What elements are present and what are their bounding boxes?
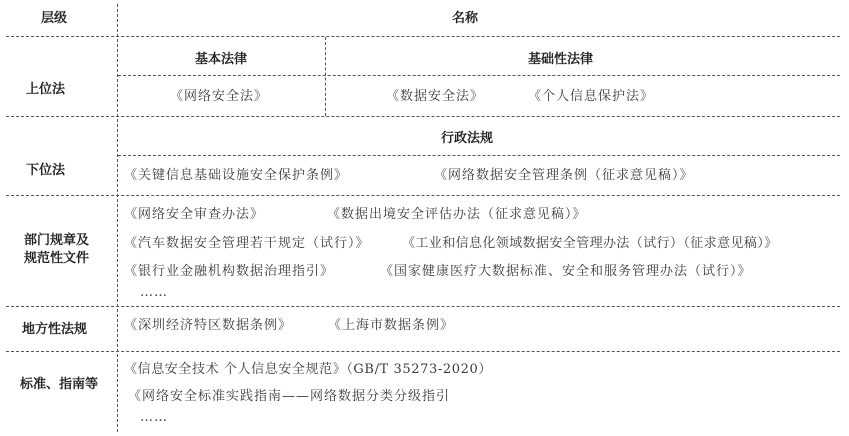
local-bottom-line — [6, 351, 840, 352]
foundational-law-heading: 基础性法律 — [528, 52, 594, 67]
law-item: 《国家健康医疗大数据标准、安全和服务管理办法（试行）》 — [380, 264, 752, 279]
law-item: 《关键信息基础设施安全保护条例》 — [124, 168, 349, 183]
law-item: 《网络安全审查办法》 — [124, 207, 265, 222]
law-item: 《数据出境安全评估办法（征求意见稿）》 — [327, 207, 587, 222]
upper-level-label: 上位法 — [26, 82, 66, 97]
upper-bottom-line — [6, 116, 840, 117]
law-item: 《深圳经济特区数据条例》 — [124, 318, 293, 333]
dept-level-label-line1: 部门规章及 — [24, 233, 90, 248]
law-item: 《上海市数据条例》 — [328, 318, 455, 333]
basic-law-heading: 基本法律 — [195, 52, 248, 67]
lower-level-label: 下位法 — [26, 163, 66, 178]
law-item: 《网络数据安全管理条例（征求意见稿）》 — [434, 168, 694, 183]
lower-bottom-line — [6, 195, 840, 196]
law-item: 《网络安全法》 — [170, 89, 269, 104]
admin-regulation-heading: 行政法规 — [441, 131, 494, 146]
law-item: 《汽车数据安全管理若干规定（试行）》 — [124, 236, 370, 251]
law-item: 《数据安全法》 — [386, 89, 485, 104]
header-name: 名称 — [452, 11, 479, 26]
standard-ellipsis: …… — [140, 410, 168, 425]
level-column-divider — [117, 4, 118, 432]
law-item: 《信息安全技术 个人信息安全规范》（GB/T 35273-2020） — [124, 362, 492, 377]
dept-ellipsis: …… — [140, 285, 168, 300]
lower-subheader-line — [118, 155, 840, 156]
header-bottom-line — [6, 36, 840, 37]
upper-subheader-line — [118, 75, 840, 76]
law-item: 《银行业金融机构数据治理指引》 — [124, 264, 335, 279]
upper-law-divider — [325, 37, 326, 116]
standard-level-label: 标准、指南等 — [20, 377, 99, 392]
law-item: 《网络安全标准实践指南——网络数据分类分级指引 — [128, 389, 451, 404]
local-level-label: 地方性法规 — [22, 322, 88, 337]
law-item: 《个人信息保护法》 — [528, 89, 655, 104]
dept-bottom-line — [6, 306, 840, 307]
header-level: 层级 — [41, 11, 68, 26]
law-item: 《工业和信息化领域数据安全管理办法（试行）（征求意见稿）》 — [402, 236, 778, 251]
dept-level-label-line2: 规范性文件 — [24, 251, 90, 266]
